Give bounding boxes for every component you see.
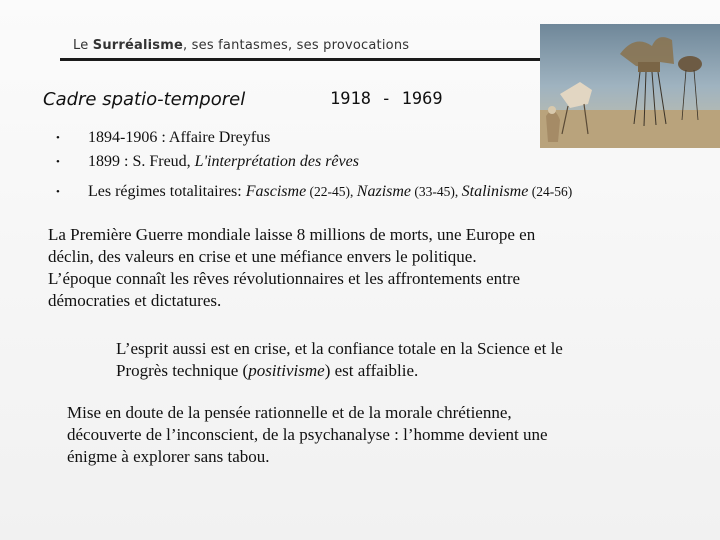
paragraph-war: [48, 224, 648, 312]
section-title: Cadre spatio-temporel: [43, 89, 246, 110]
regime-fascisme: Fascisme: [245, 183, 307, 200]
bullet-icon: •: [56, 156, 60, 168]
bullet-text: 1894-1906 : Affaire Dreyfus: [88, 129, 271, 146]
list-item: [56, 151, 696, 181]
bullet-icon: •: [56, 132, 60, 144]
bullet-icon: •: [56, 186, 60, 198]
slide-header: [73, 38, 409, 53]
book-title: L'interprétation des rêves: [194, 153, 359, 170]
paragraph-crisis: [116, 338, 676, 382]
paragraph-line: Mise en doute de la pensée rationnelle et de la morale chrétienne,: [67, 403, 512, 422]
paragraph-line: déclin, des valeurs en crise et une méfiance envers le politique.: [48, 247, 477, 266]
bullet-text: Les régimes totalitaires:: [88, 183, 246, 200]
paragraph-line: [116, 360, 676, 382]
paragraph-line: découverte de l’inconscient, de la psychanalyse : l’homme devient une: [67, 425, 548, 444]
regime-dates: (24-56): [528, 184, 573, 199]
header-rule: [60, 58, 542, 61]
paragraph-line: La Première Guerre mondiale laisse 8 millions de morts, une Europe en: [48, 225, 536, 244]
regime-nazisme: Nazisme: [356, 183, 412, 200]
regime-stalinisme: Stalinisme: [461, 183, 529, 200]
paragraph-doubt: [67, 402, 667, 468]
paragraph-line: énigme à explorer sans tabou.: [67, 447, 270, 466]
paragraph-text: Progrès technique (: [116, 361, 249, 380]
bullet-list: [56, 127, 696, 203]
list-item: [56, 181, 696, 203]
header-rest: , ses fantasmes, ses provocations: [183, 38, 410, 53]
header-prefix: Le: [73, 38, 93, 53]
paragraph-line: L’époque connaît les rêves révolutionnaires et les affrontements entre: [48, 269, 521, 288]
positivisme-term: positivisme: [248, 361, 325, 380]
regime-dates: (22-45),: [306, 184, 357, 199]
paragraph-text: ) est affaiblie.: [324, 361, 419, 380]
paragraph-line: L’esprit aussi est en crise, et la confiance totale en la Science et le: [116, 339, 563, 358]
bullet-text: 1899 : S. Freud,: [88, 153, 195, 170]
regime-dates: (33-45),: [411, 184, 462, 199]
list-item: [56, 127, 696, 151]
section-years: 1918 - 1969: [330, 89, 443, 109]
header-bold-term: Surréalisme: [92, 38, 183, 53]
paragraph-line: démocraties et dictatures.: [48, 291, 222, 310]
